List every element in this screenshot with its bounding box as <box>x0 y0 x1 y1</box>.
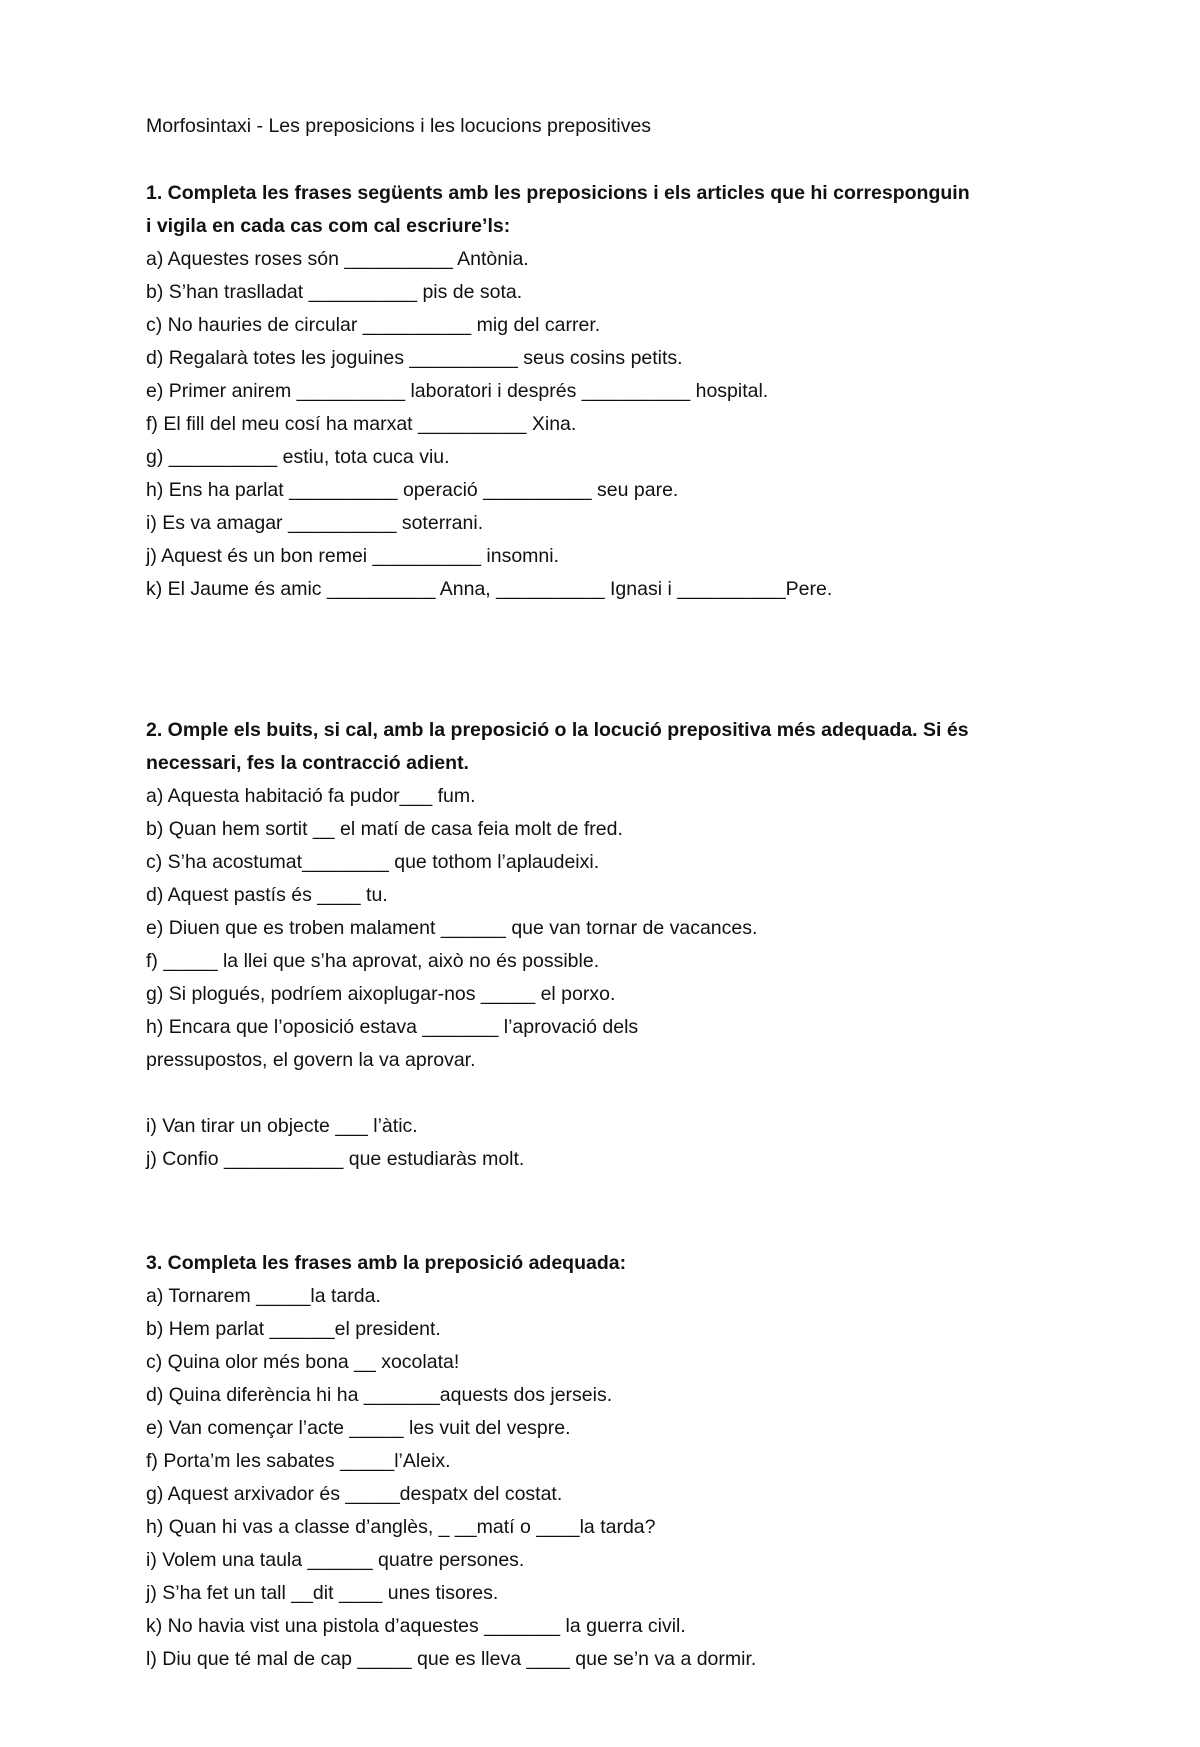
exercise-item: c) Quina olor més bona __ xocolata! <box>146 1351 460 1373</box>
exercise-item: b) Hem parlat ______el president. <box>146 1318 441 1340</box>
page-title: Morfosintaxi - Les preposicions i les locucions prepositives <box>146 115 652 137</box>
section-1-heading-line-2: i vigila en cada cas com cal escriure’ls: <box>146 215 511 237</box>
exercise-item: l) Diu que té mal de cap _____ que es lleva ____ que se’n va a dormir. <box>146 1648 757 1670</box>
exercise-item: d) Quina diferència hi ha _______aquests dos jerseis. <box>146 1384 613 1406</box>
exercise-item: c) No hauries de circular __________ mig del carrer. <box>146 314 601 336</box>
exercise-item: b) S’han traslladat __________ pis de sota. <box>146 281 523 303</box>
exercise-item: k) No havia vist una pistola d’aquestes _______ la guerra civil. <box>146 1615 686 1637</box>
section-2-heading-line-2: necessari, fes la contracció adient. <box>146 752 469 774</box>
exercise-item: j) S’ha fet un tall __dit ____ unes tisores. <box>146 1582 499 1604</box>
exercise-item: g) Aquest arxivador és _____despatx del costat. <box>146 1483 563 1505</box>
section-1-heading-line-1: 1. Completa les frases següents amb les preposicions i els articles que hi corresponguin <box>146 182 970 204</box>
exercise-item: e) Van començar l’acte _____ les vuit del vespre. <box>146 1417 571 1439</box>
exercise-item: j) Confio ___________ que estudiaràs molt. <box>146 1148 525 1170</box>
exercise-item: c) S’ha acostumat________ que tothom l’aplaudeixi. <box>146 851 600 873</box>
exercise-item: a) Tornarem _____la tarda. <box>146 1285 381 1307</box>
exercise-item: h) Encara que l’oposició estava _______ l’aprovació dels <box>146 1016 639 1038</box>
exercise-item: f) Porta’m les sabates _____l’Aleix. <box>146 1450 451 1472</box>
exercise-item: i) Van tirar un objecte ___ l’àtic. <box>146 1115 418 1137</box>
section-3-heading: 3. Completa les frases amb la preposició adequada: <box>146 1252 627 1274</box>
exercise-item: j) Aquest és un bon remei __________ insomni. <box>146 545 560 567</box>
exercise-item: g) __________ estiu, tota cuca viu. <box>146 446 450 468</box>
exercise-item: i) Volem una taula ______ quatre persones. <box>146 1549 525 1571</box>
exercise-item: d) Regalarà totes les joguines __________ seus cosins petits. <box>146 347 683 369</box>
exercise-item: h) Ens ha parlat __________ operació __________ seu pare. <box>146 479 679 501</box>
exercise-item: i) Es va amagar __________ soterrani. <box>146 512 484 534</box>
exercise-item: b) Quan hem sortit __ el matí de casa feia molt de fred. <box>146 818 623 840</box>
exercise-item: g) Si plogués, podríem aixoplugar-nos _____ el porxo. <box>146 983 616 1005</box>
exercise-item: f) El fill del meu cosí ha marxat __________ Xina. <box>146 413 577 435</box>
exercise-item: h) Quan hi vas a classe d’anglès, _ __matí o ____la tarda? <box>146 1516 656 1538</box>
exercise-item: d) Aquest pastís és ____ tu. <box>146 884 388 906</box>
exercise-item: a) Aquesta habitació fa pudor___ fum. <box>146 785 476 807</box>
exercise-item: e) Primer anirem __________ laboratori i després __________ hospital. <box>146 380 769 402</box>
exercise-item: a) Aquestes roses són __________ Antònia. <box>146 248 529 270</box>
exercise-item: e) Diuen que es troben malament ______ que van tornar de vacances. <box>146 917 758 939</box>
section-2-heading-line-1: 2. Omple els buits, si cal, amb la preposició o la locució prepositiva més adequada. Si és <box>146 719 969 741</box>
exercise-item: k) El Jaume és amic __________ Anna, __________ Ignasi i __________Pere. <box>146 578 833 600</box>
exercise-item-continuation: pressupostos, el govern la va aprovar. <box>146 1049 476 1071</box>
exercise-item: f) _____ la llei que s’ha aprovat, això no és possible. <box>146 950 600 972</box>
